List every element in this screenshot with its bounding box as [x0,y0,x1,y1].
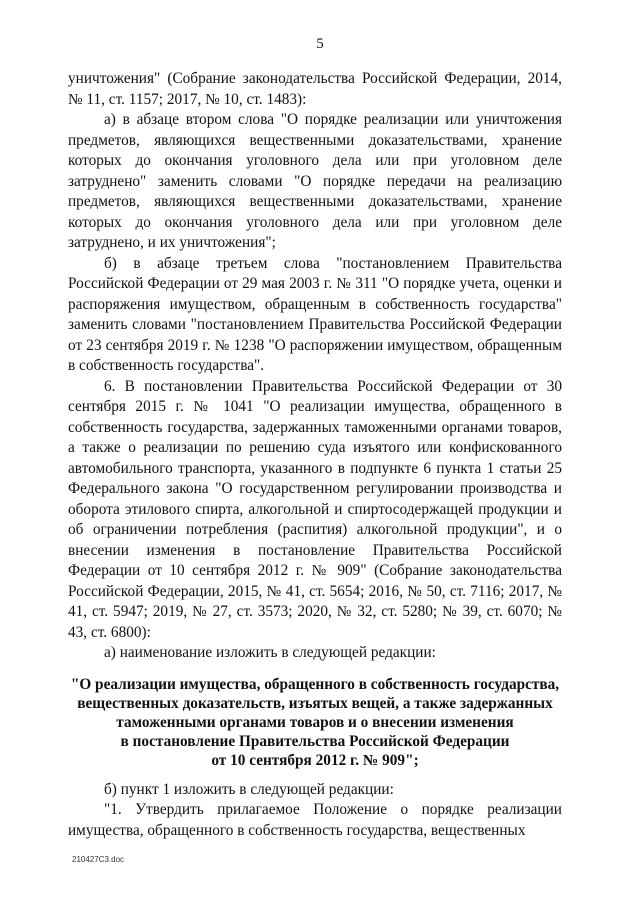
page-number: 5 [316,36,324,52]
heading-line: от 10 сентября 2012 г. № 909"; [211,751,419,769]
paragraph-item-b-point1: б) пункт 1 изложить в следующей редакции: [104,780,394,798]
paragraph-section-6: 6. В постановлении Правительства Российской Федерации от 30 сентября 2015 г. № 1041 "О реализации имущества, обращенного в собственность государства, задержанных таможенными органами товаров, а также о реализации по решению суда изъятого или конфискованного автомобильного транспорта, указанного в подпункте 6 пункта 1 статьи 25 Федерального закона "О государственном регулировании производства и оборота этилового спирта, алкогольной и спиртосодержащей продукции и об ограничении потребления (распития) алкогольной продукции", и о внесении изменения в постановление Правительства Российской Федерации от 10 сентября 2012 г. № 909" (Собрание законодательства Российской Федерации, 2015, № 41, ст. 5654; 2016, № 50, ст. 7116; 2017, № 41, ст. 5947; 2019, № 27, ст. 3573; 2020, № 32, ст. 5280; № 39, ст. 6070; № 43, ст. 6800): [68,377,562,641]
document-body [68,69,562,841]
paragraph-item-a-title: а) наименование изложить в следующей редакции: [104,644,436,661]
file-name-footer: 210427C3.doc [72,855,125,864]
heading-line: в постановление Правительства Российской Федерации [120,732,510,750]
heading-line: вещественных доказательств, изъятых вещей, а также задержанных [77,694,553,712]
paragraph-item-a: а) в абзаце втором слова "О порядке реализации или уничтожения предметов, являющихся вещественными доказательствами, хранение которых до окончания уголовного дела или при уголовном деле затруднено" заменить словами "О порядке передачи на реализацию предметов, являющихся вещественными доказательствами, хранение которых до окончания уголовного дела или при уголовном деле затруднено, и их уничтожения"; [68,111,562,251]
paragraph-point1-text: "1. Утвердить прилагаемое Положение о порядке реализации имущества, обращенного в собственность государства, вещественных [68,801,562,839]
heading-line: таможенными органами товаров и о внесении изменения [116,713,514,731]
paragraph-item-b: б) в абзаце третьем слова "постановлением Правительства Российской Федерации от 29 мая 2003 г. № 311 "О порядке учета, оценки и распоряжения имуществом, обращенным в собственность государства" заменить словами "постановлением Правительства Российской Федерации от 23 сентября 2019 г. № 1238 "О распоряжении имуществом, обращенным в собственность государства". [68,254,562,374]
paragraph-continuation: уничтожения" (Собрание законодательства Российской Федерации, 2014, № 11, ст. 1157; 2017, № 10, ст. 1483): [68,70,562,108]
new-title-heading [68,675,562,770]
heading-line: "О реализации имущества, обращенного в собственность государства, [70,675,560,693]
